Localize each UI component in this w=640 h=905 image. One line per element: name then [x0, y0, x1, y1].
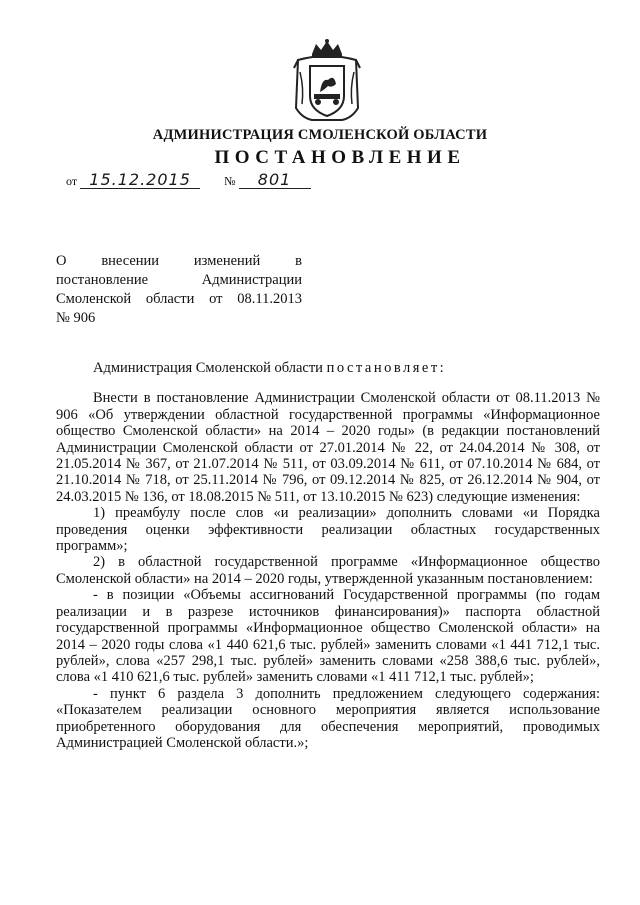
date-label: от: [66, 174, 78, 188]
resolves-line: [56, 360, 600, 376]
subject-line: Смоленской области от 08.11.2013: [56, 291, 302, 307]
handwritten-date: 15.12.2015: [80, 172, 200, 189]
smolensk-coat-of-arms-icon: [292, 38, 362, 124]
resolves-word: постановляет:: [326, 360, 447, 376]
list-item: 1) преамбулу после слов «и реализации» дополнить словами «и Порядка проведения оценки эффективности реализации областных государственных программ»;: [56, 505, 600, 555]
organization-name: АДМИНИСТРАЦИЯ СМОЛЕНСКОЙ ОБЛАСТИ: [152, 127, 488, 143]
document-body: [56, 360, 600, 751]
document-type-title: ПОСТАНОВЛЕНИЕ: [214, 147, 466, 168]
subject-line: О внесении изменений в: [56, 253, 302, 269]
sub-item: - пункт 6 раздела 3 дополнить предложением следующего содержания: «Показателем реализации основного мероприятия является использование приобретенного оборудования для обеспечения мероприятий, проводимых Администрацией Смоленской области.»;: [56, 685, 600, 751]
sub-item: - в позиции «Объемы ассигнований Государственной программы (по годам реализации и в разрезе источников финансирования)» паспорта областной государственной программы «Информационное общество Смоленской области» на 2014 – 2020 годы слова «1 440 621,6 тыс. рублей» заменить словами «1 441 712,1 тыс. рублей», слова «257 298,1 тыс. рублей» заменить словами «258 388,6 тыс. рублей», слова «1 410 621,6 тыс. рублей» заменить словами «1 411 712,1 тыс. рублей»;: [56, 587, 600, 686]
subject-line: № 906: [56, 310, 96, 326]
date-number-line: [66, 172, 311, 189]
resolves-prefix: Администрация Смоленской области: [93, 360, 323, 376]
document-subject: [56, 252, 302, 328]
handwritten-number: 801: [239, 172, 311, 189]
subject-line: постановление Администрации: [56, 272, 302, 288]
number-label: №: [224, 174, 236, 188]
list-item: 2) в областной государственной программе «Информационное общество Смоленской области» на 2014 – 2020 годы, утвержденной указанным постановлением:: [56, 554, 600, 587]
paragraph-main: Внести в постановление Администрации Смоленской области от 08.11.2013 № 906 «Об утверждении областной государственной программы «Информационное общество Смоленской области» на 2014 – 2020 годы» (в редакции постановлений Администрации Смоленской области от 27.01.2014 № 22, от 24.04.2014 № 308, от 21.05.2014 № 367, от 21.07.2014 № 511, от 03.09.2014 № 611, от 07.10.2014 № 684, от 21.10.2014 № 718, от 25.11.2014 № 796, от 09.12.2014 № 825, от 26.12.2014 № 904, от 24.03.2015 № 136, от 18.08.2015 № 511, от 13.10.2015 № 623) следующие изменения:: [56, 390, 600, 505]
